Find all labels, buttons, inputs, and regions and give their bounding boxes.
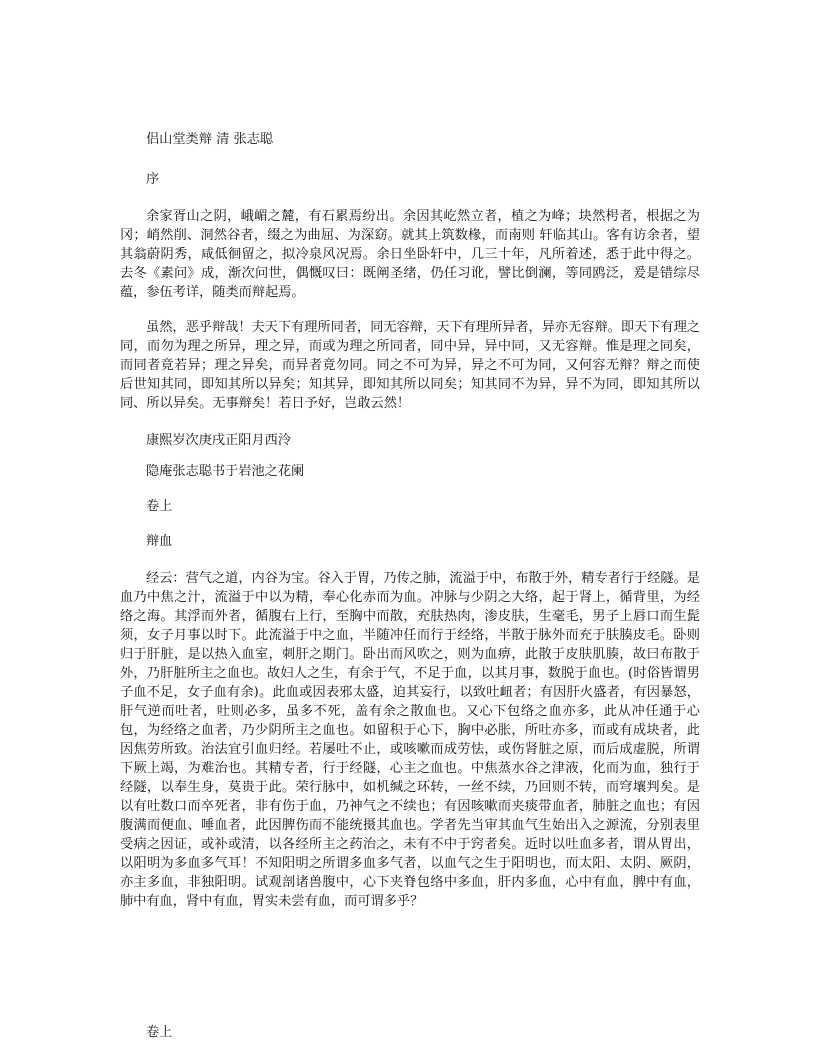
volume-heading: 卷上 [146, 499, 173, 514]
body-paragraph: 经云：营气之道，内谷为宝。谷入于胃，乃传之肺，流溢于中，布散于外，精专者行于经隧。是血乃中焦之汁，流溢于中以为精，奉心化赤而为血。冲脉与少阴之大络，起于肾上，循背里，为经络之海。其浮而外者，循腹右上行，至胸中而散，充肤热肉，渗皮肤，生毫毛，男子上唇口而生髭须，女子月事以时下。此流溢于中之血，半随冲任而行于经络，半散于脉外而充于肤腠皮毛。卧则归于肝脏，是以热入血室，刺肝之期门。卧出而风吹之，则为血痹，此散于皮肤肌腠，故曰布散于外，乃肝脏所主之血也。故妇人之生，有余于气，不足于血，以其月事，数脱于血也。(时俗皆谓男子血不足，女子血有余)。此血或因表邪太盛，迫其妄行，以致吐衄者；有因肝火盛者，有因暴怒，肝气逆而吐者，吐则必多，虽多不死，盖有余之散血也。又心下包络之血亦多，此从冲任通于心包，为经络之血者，乃少阴所主之血也。如留积于心下，胸中必胀，所吐亦多，而或有成块者，此因焦劳所致。治法宜引血归经。若屡吐不止，或咳嗽而成劳怯，或伤肾脏之原，而后成虚脱，所谓下厥上竭，为难治也。其精专者，行于经隧，心主之血也。中焦蒸水谷之津液，化而为血，独行于经隧，以奉生身，莫贵于此。荣行脉中，如机缄之环转，一丝不续，乃回则不转，而穹壤判矣。是以有吐数口而卒死者，非有伤于血，乃神气之不续也；有因咳嗽而夹痰带血者，肺脏之血也；有因腹满而便血、唾血者，此因脾伤而不能统摄其血也。学者先当审其血气生始出入之源流，分别表里受病之因证，或补或清，以各经所主之药治之，未有不中于窍者矣。近时以吐血多者，谓从胃出，以阳明为多血多气耳！不知阳明之所谓多血多气者，以血气之生于阳明也，而太阳、太阴、厥阴，亦主多血，非独阳明。试观剖诸兽腹中，心下夹脊包络中多血，肝内多血，心中有血，脾中有血，肺中有血，肾中有血，胃实未尝有血，而可谓多乎？ [120, 571, 700, 909]
preface-paragraph-2: 虽然，恶乎辩哉！夫天下有理所同者，同无容辩，天下有理所异者，异亦无容辩。即天下有理之同，而勿为理之所异，理之异，而或为理之所同者，同中异，异中同，又无容辩。惟是理之同矣，而同者竟若异；理之异矣，而异者竟勿同。同之不可为异，异之不可为同，又何容无辩？辩之而使后世知其同，即知其所以异矣；知其异，即知其所以同矣；知其同不为异，异不为同，即知其所以同、所以异矣。无事辩矣！若日予好，岂敢云然！ [120, 320, 700, 411]
date-line: 康熙岁次庚戌正阳月西泠 [146, 433, 292, 448]
section-heading: 辩血 [146, 534, 173, 549]
document-title: 侣山堂类辩 清 张志聪 [146, 132, 274, 147]
preface-paragraph-1: 余家胥山之阴，峨嵋之麓，有石累焉纷出。余因其屹然立者，植之为峰；块然枵者，根据之为冈；峭然削、洞然谷者，缀之为曲屈、为深窈。就其上筑数椽，而南则 轩临其山。客有访余者，望其翁蔚阴秀，咸低徊留之，拟冷泉风况焉。余日坐卧轩中，几三十年，凡所着述，悉于此中得之。去冬《素问》成，渐次问世，偶慨叹曰：既阐圣绪，仍任习讹，譬比倒澜，等同鸥泛，爰是错综尽蕴，参伍考详，随类而辩起焉。 [120, 209, 700, 300]
signature-line: 隐庵张志聪书于岩池之花阑 [146, 464, 305, 479]
volume-heading-footer: 卷上 [146, 1025, 173, 1040]
preface-heading: 序 [146, 172, 160, 187]
